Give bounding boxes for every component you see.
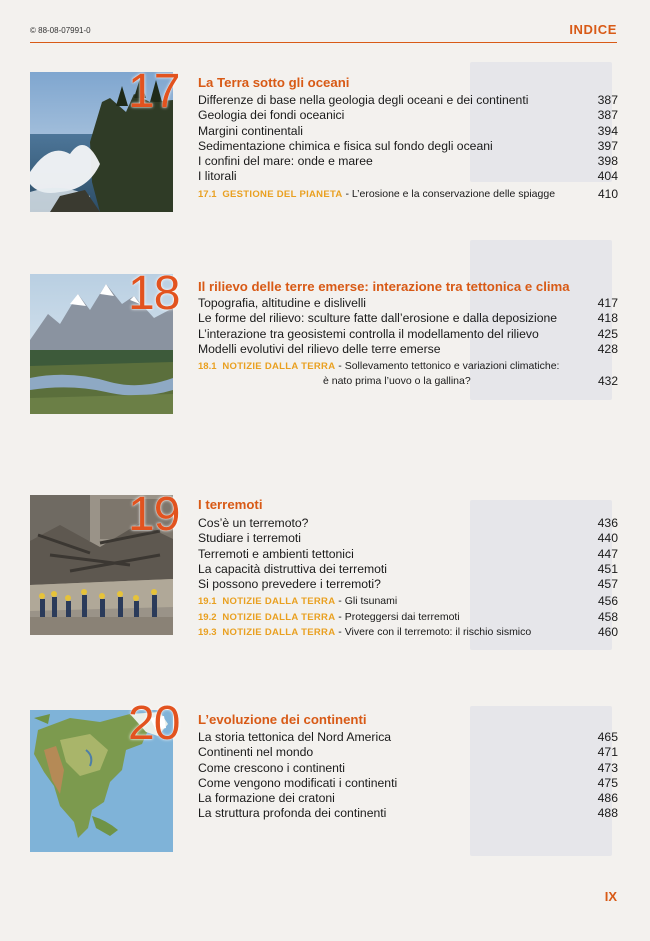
toc-entry[interactable] (198, 169, 618, 184)
entry-title: Margini continentali (198, 123, 304, 138)
chapter-entries (198, 296, 618, 390)
entry-page: 473 (597, 760, 618, 775)
box-entry[interactable]: 19.3 NOTIZIE DALLA TERRA - Vivere con il terremoto: il rischio sismico 460 (198, 625, 618, 640)
toc-entry[interactable] (198, 342, 618, 357)
toc-entry[interactable] (198, 547, 618, 562)
entry-page: 451 (597, 561, 618, 576)
chapter-title: I terremoti (198, 497, 263, 512)
toc-entry[interactable] (198, 139, 618, 154)
box-page: 460 (597, 625, 618, 640)
entry-title: I litorali (198, 169, 237, 184)
toc-entry[interactable] (198, 154, 618, 169)
entry-page: 488 (597, 806, 618, 821)
toc-entry[interactable] (198, 311, 618, 326)
entry-page: 387 (597, 108, 618, 123)
entry-title: Come vengono modificati i continenti (198, 775, 398, 790)
entry-title: La struttura profonda dei continenti (198, 806, 387, 821)
chapter-number: 19 (128, 488, 180, 541)
box-label: GESTIONE DEL PIANETA (222, 188, 343, 200)
toc-entry[interactable] (198, 761, 618, 776)
entry-page: 417 (597, 296, 618, 310)
box-number: 17.1 (198, 188, 217, 200)
entry-title: I confini del mare: onde e maree (198, 154, 373, 169)
box-page: 458 (597, 609, 618, 624)
entry-page: 394 (597, 123, 618, 138)
entry-page: 457 (597, 577, 618, 592)
entry-page: 398 (597, 154, 618, 169)
box-page: 410 (597, 186, 618, 201)
entry-page: 428 (597, 341, 618, 356)
box-entry[interactable]: 17.1 GESTIONE DEL PIANETA - L’erosione e la conservazione delle spiagge 410 (198, 186, 618, 201)
box-label: NOTIZIE DALLA TERRA (222, 627, 336, 639)
toc-entry[interactable] (198, 776, 618, 791)
box-number: 19.2 (198, 611, 217, 623)
box-entry[interactable]: 19.1 NOTIZIE DALLA TERRA - Gli tsunami 456 (198, 594, 618, 609)
isbn-label: © 88-08-07991-0 (30, 26, 91, 35)
entry-title: Sedimentazione chimica e fisica sul fondo degli oceani (198, 138, 493, 153)
chapter-number: 17 (128, 65, 180, 118)
box-title-line2: è nato prima l’uovo o la gallina? (323, 375, 471, 388)
toc-entry[interactable] (198, 108, 618, 123)
entry-title: L’interazione tra geosistemi controlla il modellamento del rilievo (198, 326, 539, 341)
box-title: Sollevamento tettonico e variazioni climatiche: (344, 360, 560, 373)
entry-title: Cos’è un terremoto? (198, 516, 309, 530)
entry-page: 471 (597, 745, 618, 760)
chapter-number: 18 (128, 267, 180, 320)
box-title: L’erosione e la conservazione delle spiagge (351, 187, 556, 200)
box-number: 19.1 (198, 596, 217, 608)
box-title: Proteggersi dai terremoti (344, 610, 460, 623)
box-entry[interactable]: 18.1 NOTIZIE DALLA TERRA - Sollevamento tettonico e variazioni climatiche: (198, 360, 560, 373)
chapter-entries (198, 516, 618, 640)
entry-page: 425 (597, 326, 618, 341)
entry-title: Continenti nel mondo (198, 745, 314, 760)
entry-title: La capacità distruttiva dei terremoti (198, 561, 387, 576)
toc-entry[interactable] (198, 791, 618, 806)
entry-title: Studiare i terremoti (198, 531, 301, 546)
toc-entry[interactable] (198, 296, 618, 311)
page-header (0, 0, 650, 46)
entry-title: Si possono prevedere i terremoti? (198, 577, 381, 592)
entry-title: La storia tettonica del Nord America (198, 730, 392, 744)
entry-page: 440 (597, 531, 618, 546)
toc-entry[interactable] (198, 93, 618, 108)
entry-page: 418 (597, 311, 618, 326)
entry-page: 475 (597, 775, 618, 790)
entry-page: 447 (597, 546, 618, 561)
box-entry-continuation[interactable] (198, 374, 618, 389)
chapter-title: La Terra sotto gli oceani (198, 75, 350, 90)
toc-entry[interactable] (198, 806, 618, 821)
toc-entry[interactable] (198, 124, 618, 139)
box-page: 432 (597, 374, 618, 389)
box-label: NOTIZIE DALLA TERRA (222, 361, 336, 373)
entry-title: Topografia, altitudine e dislivelli (198, 296, 367, 310)
entry-title: Differenze di base nella geologia degli oceani e dei continenti (198, 93, 529, 107)
entry-title: La formazione dei cratoni (198, 791, 335, 806)
box-label: NOTIZIE DALLA TERRA (222, 596, 336, 608)
entry-title: Le forme del rilievo: sculture fatte dall’erosione e dalla deposizione (198, 311, 558, 326)
entry-page: 397 (597, 138, 618, 153)
entry-page: 436 (597, 516, 618, 530)
chapter-title: L’evoluzione dei continenti (198, 712, 367, 727)
box-number: 18.1 (198, 361, 217, 373)
entry-title: Geologia dei fondi oceanici (198, 108, 345, 123)
toc-entry[interactable] (198, 562, 618, 577)
toc-entry[interactable] (198, 516, 618, 531)
toc-entry[interactable] (198, 531, 618, 546)
chapter-entries (198, 93, 618, 202)
page-number: IX (604, 889, 617, 904)
entry-page: 486 (597, 791, 618, 806)
entry-page: 387 (597, 93, 618, 107)
header-rule (30, 42, 617, 43)
toc-entry[interactable] (198, 730, 618, 745)
box-number: 19.3 (198, 627, 217, 639)
toc-entry[interactable] (198, 745, 618, 760)
box-title: Vivere con il terremoto: il rischio sismico (344, 626, 532, 639)
chapter-entries (198, 730, 618, 822)
toc-entry[interactable] (198, 577, 618, 592)
chapter-title: Il rilievo delle terre emerse: interazione tra tettonica e clima (198, 279, 570, 294)
toc-entry[interactable] (198, 327, 618, 342)
box-label: NOTIZIE DALLA TERRA (222, 611, 336, 623)
box-page: 456 (597, 594, 618, 609)
entry-page: 404 (597, 169, 618, 184)
entry-title: Come crescono i continenti (198, 760, 345, 775)
section-title: INDICE (569, 22, 617, 37)
chapter-number: 20 (128, 697, 180, 750)
entry-page: 465 (597, 730, 618, 744)
entry-title: Modelli evolutivi del rilievo delle terre emerse (198, 341, 441, 356)
box-entry[interactable]: 19.2 NOTIZIE DALLA TERRA - Proteggersi dai terremoti 458 (198, 609, 618, 624)
box-title: Gli tsunami (344, 595, 398, 608)
entry-title: Terremoti e ambienti tettonici (198, 546, 354, 561)
